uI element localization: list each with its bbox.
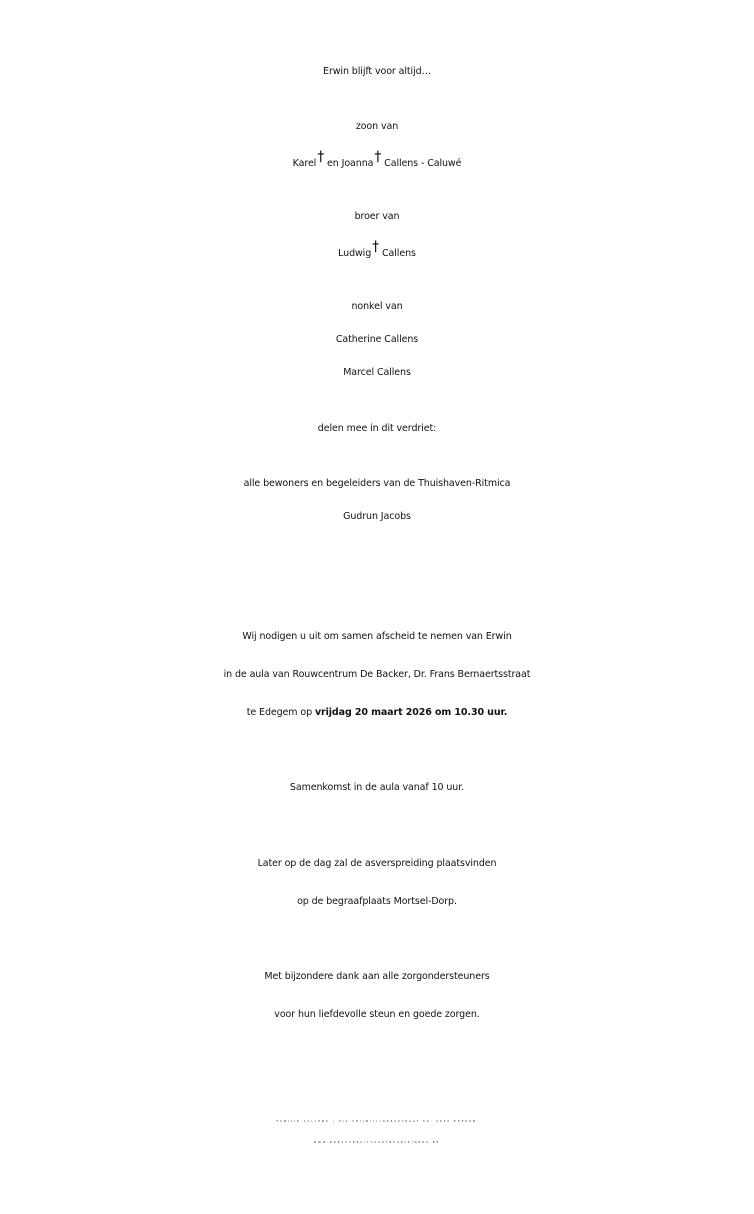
niece-name: Catherine Callens (335, 334, 419, 345)
scatter-line-2: op de begraafplaats Mortsel-Dorp. (297, 896, 457, 907)
invitation-line-3 (0, 700, 754, 726)
invitation-place: te Edegem op (246, 707, 315, 718)
nephew-name: Marcel Callens (343, 367, 411, 378)
residents-line: alle bewoners en begeleiders van de Thuishaven-Ritmica (243, 478, 511, 489)
other-name: Gudrun Jacobs (343, 511, 411, 522)
cross-icon: † (317, 149, 325, 165)
son-label: zoon van (355, 121, 399, 132)
share-label: delen mee in dit verdriet: (317, 423, 437, 434)
invitation-line-2: in de aula van Rouwcentrum De Backer, Dr. Frans Bernaertsstraat (223, 669, 531, 680)
invitation-line-1: Wij nodigen u uit om samen afscheid te nemen van Erwin (242, 631, 512, 642)
gathering-line: Samenkomst in de aula vanaf 10 uur. (289, 782, 465, 793)
footer-address: FAMILIE CALLENS • P/A VRIJWILLIGERSSTRAAT 59, 2650 EDEGEM (276, 1120, 478, 1123)
intro-title: Erwin blijft voor altijd… (323, 66, 431, 77)
uncle-label: nonkel van (351, 301, 403, 312)
cross-icon: † (374, 149, 382, 165)
scatter-line-1: Later op de dag zal de asverspreiding plaatsvinden (257, 858, 497, 869)
parent2-name: en Joanna (324, 158, 374, 169)
footer-website: WWW.DEBACKERUITVAARTBEGELEIDERS.BE (313, 1141, 441, 1144)
cross-icon: † (372, 239, 380, 255)
ceremony-datetime: vrijdag 20 maart 2026 om 10.30 uur. (314, 707, 508, 718)
thanks-line-1: Met bijzondere dank aan alle zorgondersteuners (264, 971, 490, 982)
parents-line (0, 149, 754, 177)
brother-label: broer van (354, 211, 400, 222)
brother-line (0, 239, 754, 267)
thanks-line-2: voor hun liefdevolle steun en goede zorgen. (274, 1009, 480, 1020)
brother-name: Ludwig (338, 248, 372, 259)
parents-surname: Callens - Caluwé (381, 158, 462, 169)
brother-surname: Callens (379, 248, 416, 259)
parent1-name: Karel (292, 158, 317, 169)
